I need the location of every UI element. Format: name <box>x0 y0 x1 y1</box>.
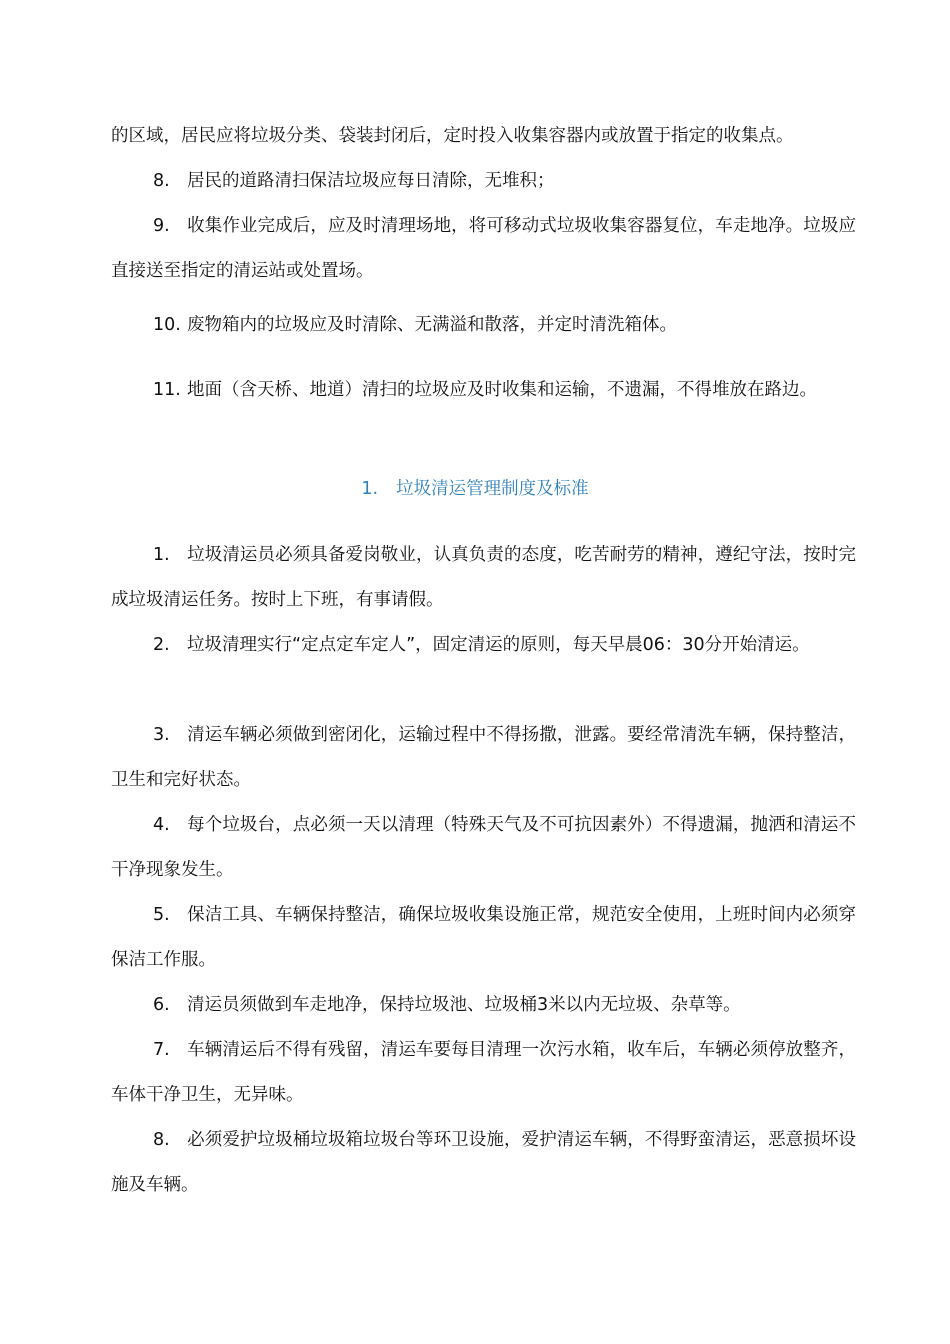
item-text: 垃圾清运员必须具备爱岗敬业，认真负责的态度，吃苦耐劳的精神，遵纪守法，按时完成垃圾清运任务。按时上下班，有事请假。 <box>111 545 856 610</box>
list-item <box>111 1118 856 1208</box>
item-text: 清运员须做到车走地净，保持垃圾池、垃圾桶3米以内无垃圾、杂草等。 <box>187 995 741 1015</box>
section-number: 1. <box>361 479 379 499</box>
item-number: 5. <box>153 905 170 925</box>
item-number: 8. <box>153 171 170 191</box>
item-text: 收集作业完成后，应及时清理场地，将可移动式垃圾收集容器复位，车走地净。垃圾应直接送至指定的清运站或处置场。 <box>111 216 856 281</box>
list-item <box>111 303 856 348</box>
item-text: 清运车辆必须做到密闭化，运输过程中不得扬撒，泄露。要经常清洗车辆，保持整洁，卫生和完好状态。 <box>111 725 856 790</box>
list-item <box>111 983 856 1028</box>
item-text: 废物箱内的垃圾应及时清除、无满溢和散落，并定时清洗箱体。 <box>187 315 677 335</box>
list-item <box>111 713 856 803</box>
item-text: 居民的道路清扫保洁垃圾应每日清除，无堆积； <box>187 171 555 191</box>
item-number: 7. <box>153 1040 170 1060</box>
list-item <box>111 1028 856 1118</box>
item-text: 每个垃圾台，点必须一天以清理（特殊天气及不可抗因素外）不得遗漏，抛洒和清运不干净现象发生。 <box>111 815 856 880</box>
item-number: 2. <box>153 635 170 655</box>
intro-text: 的区域，居民应将垃圾分类、袋装封闭后，定时投入收集容器内或放置于指定的收集点。 <box>111 126 794 146</box>
item-text: 垃圾清理实行“定点定车定人”，固定清运的原则，每天早晨06：30分开始清运。 <box>187 635 810 655</box>
list-item <box>111 893 856 983</box>
item-number: 9. <box>153 216 170 236</box>
item-number: 10. <box>153 315 181 335</box>
section-title: 垃圾清运管理制度及标准 <box>396 479 589 499</box>
item-text: 地面（含天桥、地道）清扫的垃圾应及时收集和运输，不遗漏，不得堆放在路边。 <box>187 380 817 400</box>
item-text: 车辆清运后不得有残留，清运车要每目清理一次污水箱，收车后，车辆必须停放整齐，车体干净卫生，无异味。 <box>111 1040 856 1105</box>
item-number: 3. <box>153 725 170 745</box>
list-item <box>111 533 856 623</box>
list-item <box>111 368 856 413</box>
item-number: 4. <box>153 815 170 835</box>
list-item <box>111 623 856 668</box>
section-heading <box>0 474 950 504</box>
item-number: 11. <box>153 380 181 400</box>
list-item <box>111 159 856 204</box>
list-item <box>111 803 856 893</box>
item-number: 8. <box>153 1130 170 1150</box>
list-item <box>111 204 856 294</box>
item-text: 必须爱护垃圾桶垃圾箱垃圾台等环卫设施，爱护清运车辆，不得野蛮清运，恶意损坏设施及车辆。 <box>111 1130 856 1195</box>
item-number: 1. <box>153 545 170 565</box>
intro-paragraph <box>111 114 856 159</box>
item-number: 6. <box>153 995 170 1015</box>
item-text: 保洁工具、车辆保持整洁，确保垃圾收集设施正常，规范安全使用，上班时间内必须穿保洁工作服。 <box>111 905 856 970</box>
